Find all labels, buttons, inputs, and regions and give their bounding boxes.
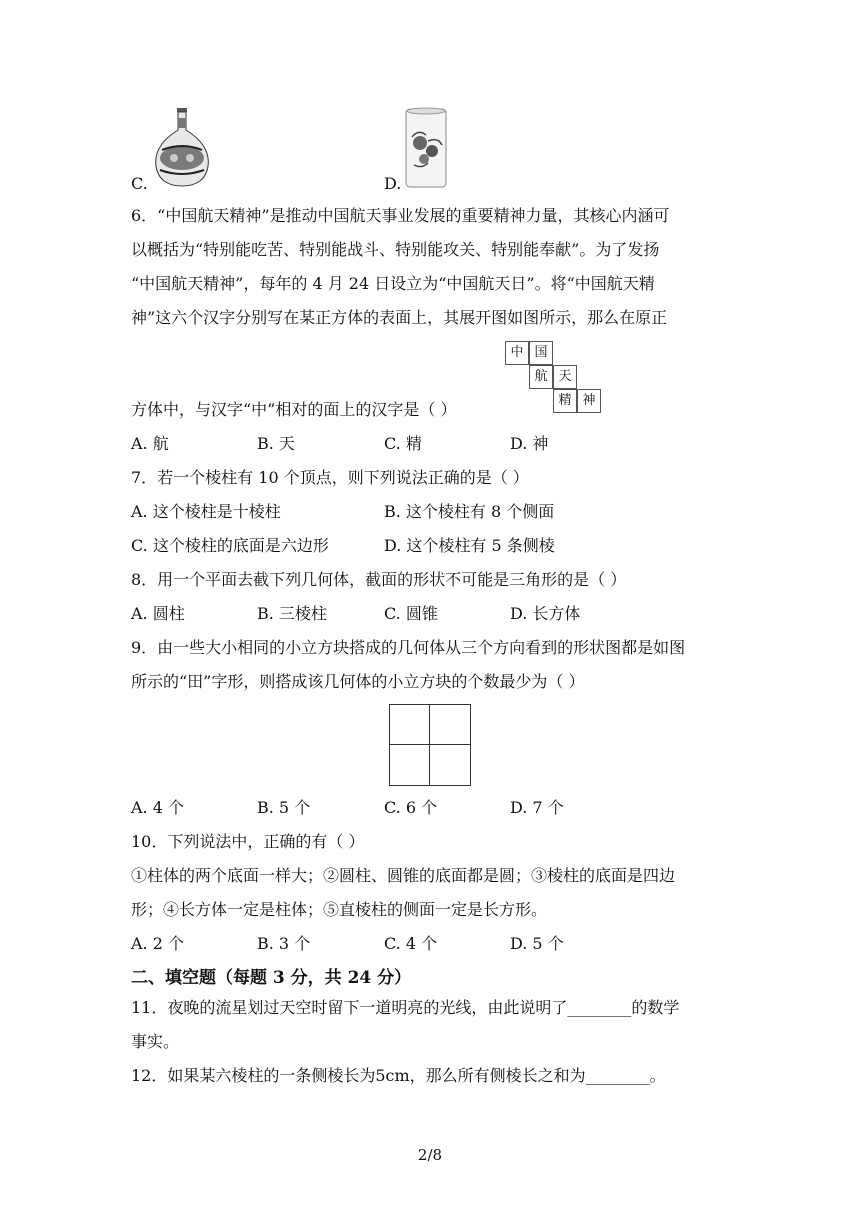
grid-cell — [429, 744, 471, 786]
q9-line-2: 所示的“田”字形，则搭成该几何体的小立方块的个数最少为（ ） — [131, 672, 585, 691]
q7-stem: 7．若一个棱柱有 10 个顶点，则下列说法正确的是（ ） — [131, 468, 529, 487]
q6-line-4: 神”这六个汉字分别写在某正方体的表面上，其展开图如图所示，那么在原正 — [131, 308, 668, 327]
q9-option-d: D. 7 个 — [510, 798, 564, 817]
grid-cell — [429, 704, 471, 745]
q8-option-c: C. 圆锥 — [384, 604, 438, 623]
q8-option-a: A. 圆柱 — [131, 604, 185, 623]
q7-option-d: D. 这个棱柱有 5 条侧棱 — [384, 536, 555, 555]
q11-line-2: 事实。 — [131, 1032, 180, 1051]
vase-icon — [152, 106, 212, 188]
net-cell: 天 — [553, 365, 577, 389]
net-cell: 航 — [529, 365, 553, 389]
option-c-label: C. — [131, 174, 148, 193]
q10-line-2: 形；④长方体一定是柱体；⑤直棱柱的侧面一定是长方形。 — [131, 900, 548, 919]
q8-option-d: D. 长方体 — [510, 604, 581, 623]
q7-option-a: A. 这个棱柱是十棱柱 — [131, 502, 281, 521]
q6-option-d: D. 神 — [510, 434, 549, 453]
q6-line-2: 以概括为“特别能吃苦、特别能战斗、特别能攻关、特别能奉献”。为了发扬 — [131, 240, 660, 259]
q8-option-b: B. 三棱柱 — [257, 604, 327, 623]
q9-option-b: B. 5 个 — [257, 798, 311, 817]
section-heading: 二、填空题（每题 3 分，共 24 分） — [131, 968, 412, 988]
q6-option-b: B. 天 — [257, 434, 295, 453]
q12-stem: 12．如果某六棱柱的一条侧棱长为5cm，那么所有侧棱长之和为________。 — [131, 1066, 666, 1085]
q10-option-c: C. 4 个 — [384, 934, 438, 953]
grid-cell — [389, 744, 430, 786]
q10-option-d: D. 5 个 — [510, 934, 564, 953]
net-cell: 国 — [529, 341, 553, 365]
option-c-image — [152, 106, 212, 188]
q10-option-b: B. 3 个 — [257, 934, 311, 953]
grid-cell — [389, 704, 430, 745]
q10-line-1: ①柱体的两个底面一样大；②圆柱、圆锥的底面都是圆；③棱柱的底面是四边 — [131, 866, 676, 885]
q7-option-b: B. 这个棱柱有 8 个侧面 — [384, 502, 555, 521]
cube-net-figure — [505, 341, 605, 415]
cylinder-vase-icon — [404, 107, 448, 189]
q6-option-a: A. 航 — [131, 434, 169, 453]
q10-stem: 10．下列说法中，正确的有（ ） — [131, 832, 365, 851]
q7-option-c: C. 这个棱柱的底面是六边形 — [131, 536, 329, 555]
tian-grid-figure — [389, 704, 471, 786]
option-d-image — [404, 107, 448, 189]
q9-line-1: 9．由一些大小相同的小立方块搭成的几何体从三个方向看到的形状图都是如图 — [131, 638, 686, 657]
q8-stem: 8．用一个平面去截下列几何体，截面的形状不可能是三角形的是（ ） — [131, 570, 627, 589]
q6-option-c: C. 精 — [384, 434, 422, 453]
q10-option-a: A. 2 个 — [131, 934, 184, 953]
q6-line-1: 6．“中国航天精神”是推动中国航天事业发展的重要精神力量，其核心内涵可 — [131, 206, 670, 225]
q9-option-c: C. 6 个 — [384, 798, 438, 817]
q9-option-a: A. 4 个 — [131, 798, 184, 817]
net-cell: 中 — [505, 341, 529, 365]
net-cell: 精 — [553, 389, 577, 413]
net-cell: 神 — [577, 389, 601, 413]
q6-line-5: 方体中，与汉字“中”相对的面上的汉字是（ ） — [131, 400, 457, 419]
page-number: 2/8 — [417, 1146, 443, 1164]
option-d-label: D. — [384, 174, 402, 193]
q11-line-1: 11．夜晚的流星划过天空时留下一道明亮的光线，由此说明了________的数学 — [131, 998, 680, 1017]
q6-line-3: “中国航天精神”，每年的 4 月 24 日设立为“中国航天日”。将“中国航天精 — [131, 274, 655, 293]
